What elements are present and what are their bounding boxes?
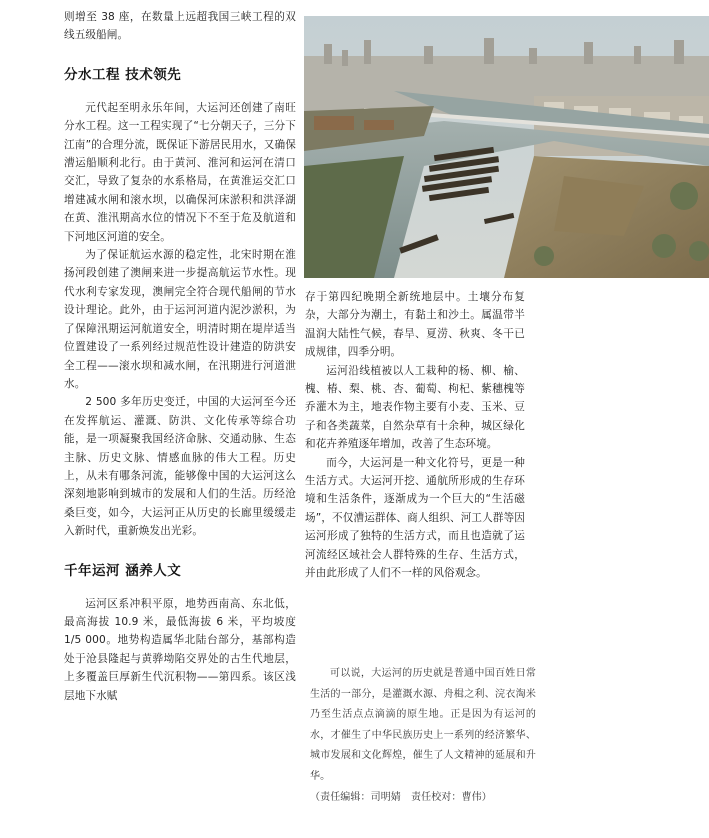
right-column [305, 288, 525, 583]
editor-credit: （责任编辑：司明婧 责任校对：曹伟） [310, 791, 492, 803]
quote-text: 可以说，大运河的历史就是普通中国百姓日常生活的一部分，是灌溉水源、舟楫之利、浣衣淘米乃至生活点点滴滴的原生地。正是因为有运河的水，才催生了中华民族历史上一系列的经济繁华、城市发展和文化辉煌，催生了人文精神的延展和升华。 [310, 668, 536, 782]
section-heading-water-division: 分水工程 技术领先 [64, 66, 182, 83]
paragraph-lifestyle: 而今，大运河是一种文化符号，更是一种生活方式。大运河开挖、通航所形成的生存环境和生活条件，逐渐成为一个巨大的“生活磁场”，不仅漕运群体、商人组织、河工人群等因运河形成了独特的生活方式，而且也造就了运河流经区域社会人群特殊的生存、生活方式，并由此形成了人们不一样的风俗观念。 [305, 456, 525, 580]
left-column [64, 8, 296, 705]
paragraph-vegetation: 运河沿线植被以人工栽种的杨、柳、榆、槐、椿、梨、桃、杏、葡萄、枸杞、紫穗槐等乔灌木为主，地表作物主要有小麦、玉米、豆子和各类蔬菜，自然杂草有十余种，城区绿化和花卉养殖逐年增加，改善了生态环境。 [305, 364, 525, 451]
paragraph-history: 2 500 多年历史变迁，中国的大运河至今还在发挥航运、灌溉、防洪、文化传承等综合功能，是一项凝聚我国经济命脉、交通动脉、生态主脉、历史文脉、情感血脉的伟大工程。历史上，从未有哪条河流，能够像中国的大运河这么深刻地影响到城市的发展和人们的生活。历经沧桑巨变，如今，大运河正从历史的长廊里缓缓走入新时代，重新焕发出光彩。 [64, 396, 296, 538]
section-heading-culture: 千年运河 涵养人文 [64, 562, 182, 579]
canal-aerial-photo [304, 16, 709, 278]
intro-text: 则增至 38 座，在数量上远超我国三峡工程的双线五级船闸。 [64, 11, 296, 42]
paragraph-water-division: 元代起至明永乐年间，大运河还创建了南旺分水工程。这一工程实现了“七分朝天子，三分下江南”的合理分流，既保证下游居民用水，又确保漕运船顺利北行。由于黄河、淮河和运河在清口交汇，导致了复杂的水系格局，在黄淮运交汇口增建减水闸和滚水坝，以确保河床淤积和洪泽湖在黄、淮汛期高水位的情况下不至于危及航道和下河地区河道的安全。 [64, 101, 296, 243]
photo-illustration [304, 16, 709, 278]
paragraph-geography: 运河区系冲积平原，地势西南高、东北低，最高海拔 10.9 米，最低海拔 6 米，平均坡度 1/5 000。地势构造属华北陆台部分，基部构造处于沧县隆起与黄骅坳陷交界处的古生代地层，上多覆盖巨厚新生代沉积物——第四系。该区浅层地下水赋 [64, 597, 296, 702]
closing-quote [310, 664, 536, 808]
paragraph-lock-system: 为了保证航运水源的稳定性，北宋时期在淮扬河段创建了澳闸来进一步提高航运节水性。现代水利专家发现，澳闸完全符合现代船闸的节水设计理论。此外，由于运河河道内泥沙淤积，为了保障汛期运河航道安全，明清时期在堤岸适当位置建设了一系列经过规范性设计建造的防洪安全工程——滚水坝和减水闸，在汛期进行河道泄水。 [64, 249, 296, 390]
paragraph-soil: 存于第四纪晚期全新统地层中。土壤分布复杂，大部分为潮土，有黏土和沙土。属温带半温润大陆性气候，春旱、夏涝、秋爽、冬干已成规律，四季分明。 [305, 291, 525, 359]
